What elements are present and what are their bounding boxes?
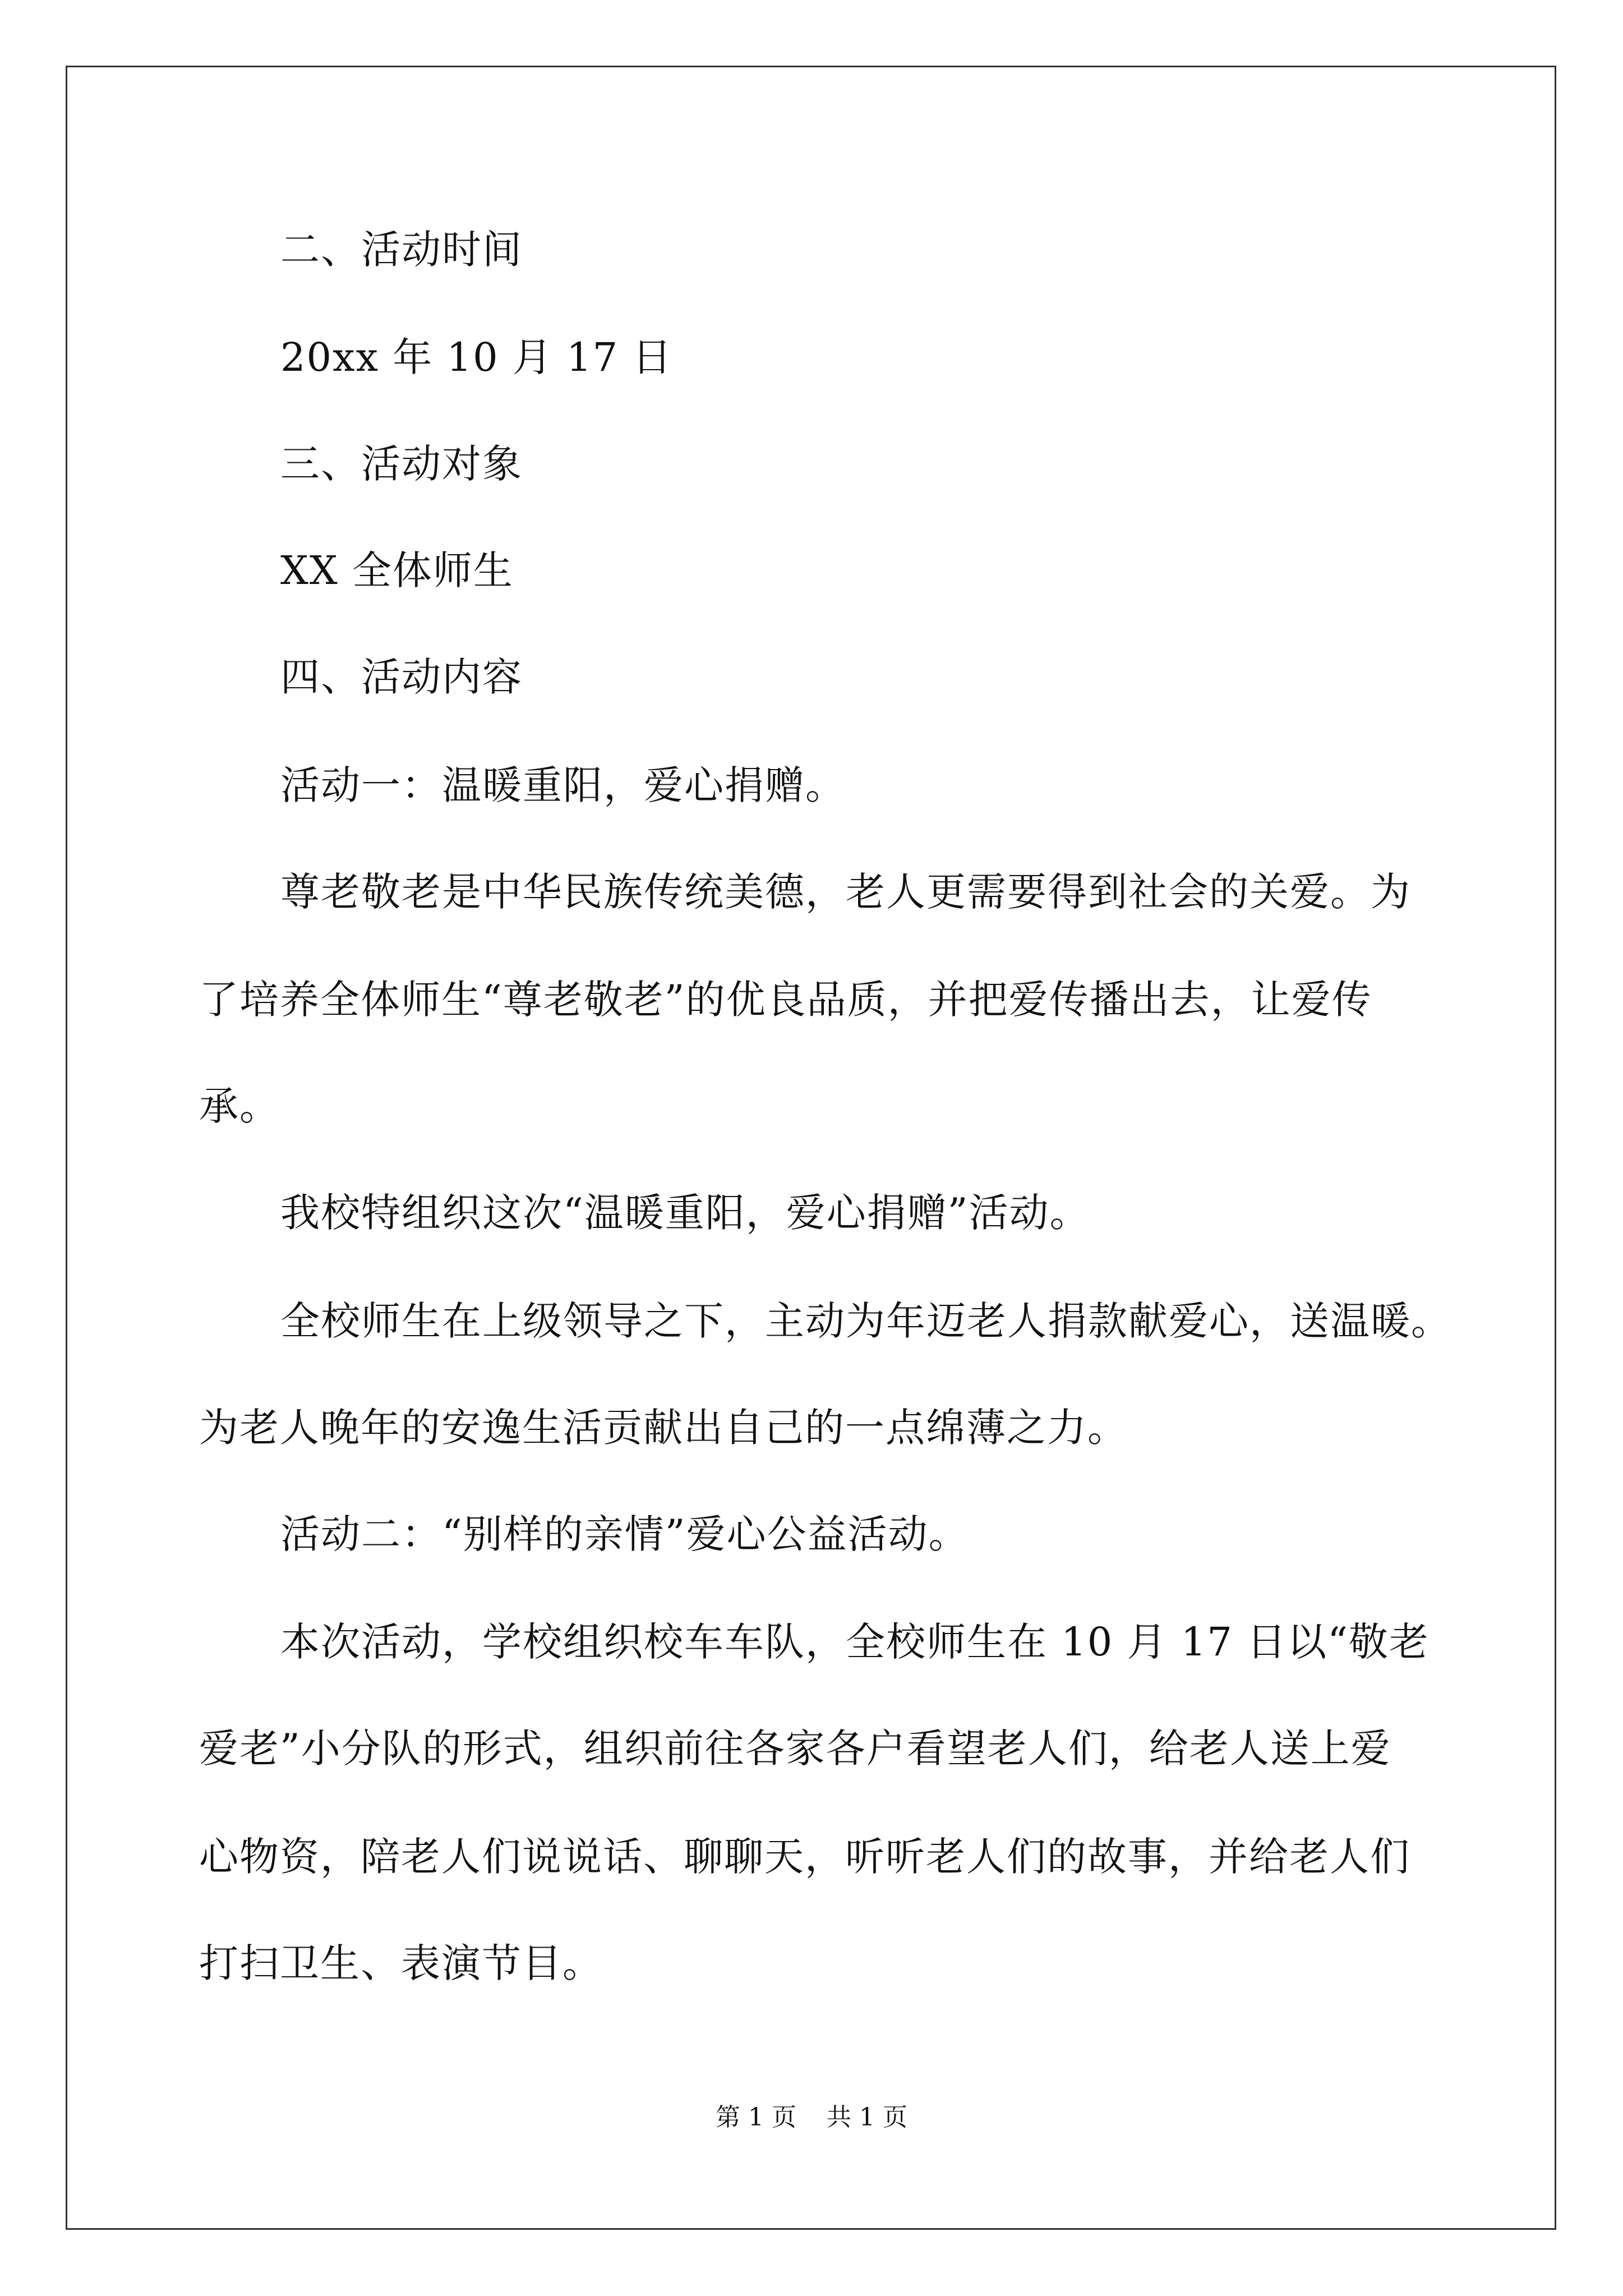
paragraph-line: 尊老敬老是中华民族传统美德，老人更需要得到社会的关爱。为	[280, 869, 1411, 915]
page-number-current: 第 1 页	[716, 2103, 796, 2132]
section-heading-time: 二、活动时间	[280, 227, 523, 273]
section-heading-content: 四、活动内容	[280, 654, 523, 700]
paragraph-line: 心物资，陪老人们说说话、聊聊天，听听老人们的故事，并给老人们	[199, 1834, 1410, 1880]
audience-text: XX 全体师生	[280, 547, 514, 593]
paragraph-line: 为老人晚年的安逸生活贡献出自己的一点绵薄之力。	[199, 1405, 1128, 1451]
activity-two-title: 活动二：“别样的亲情”爱心公益活动。	[280, 1511, 969, 1557]
activity-date: 20xx 年 10 月 17 日	[280, 334, 673, 380]
activity-one-title: 活动一：温暖重阳，爱心捐赠。	[280, 762, 846, 808]
paragraph-line: 承。	[199, 1083, 280, 1129]
page-footer	[0, 2101, 1623, 2134]
paragraph-line: 打扫卫生、表演节目。	[199, 1940, 603, 1986]
page-border	[66, 66, 1556, 2230]
paragraph-line: 本次活动，学校组织校车车队，全校师生在 10 月 17 日以“敬老	[280, 1619, 1430, 1665]
paragraph-line: 了培养全体师生“尊老敬老”的优良品质，并把爱传播出去，让爱传	[199, 977, 1372, 1023]
section-heading-audience: 三、活动对象	[280, 441, 523, 487]
paragraph-line: 我校特组织这次“温暖重阳，爱心捐赠”活动。	[280, 1190, 1090, 1236]
paragraph-line: 爱老”小分队的形式，组织前往各家各户看望老人们，给老人送上爱	[199, 1726, 1391, 1772]
page-number-total: 共 1 页	[827, 2103, 907, 2132]
paragraph-line: 全校师生在上级领导之下，主动为年迈老人捐款献爱心，送温暖。	[280, 1298, 1451, 1344]
